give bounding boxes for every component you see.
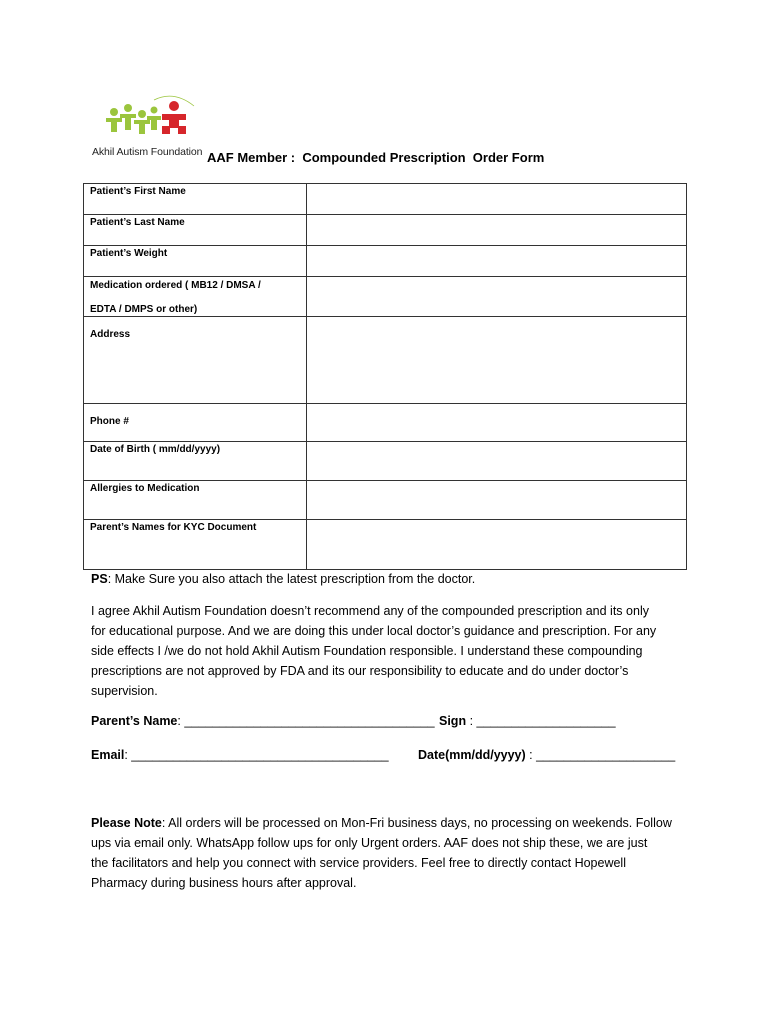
field-label: Patient’s Last Name — [84, 215, 307, 246]
form-title: AAF Member : Compounded Prescription Order Form — [207, 150, 545, 165]
email-label: Email — [91, 748, 125, 762]
address-field[interactable] — [307, 317, 687, 404]
form-row — [84, 442, 687, 481]
form-row — [84, 277, 687, 317]
field-label — [84, 277, 307, 317]
logo-figures-icon — [92, 94, 208, 146]
field-label: Address — [84, 317, 307, 404]
dob-field[interactable] — [307, 442, 687, 481]
parent-names-field[interactable] — [307, 520, 687, 570]
form-row — [84, 246, 687, 277]
note-line: ups via email only. WhatsApp follow ups for only Urgent orders. AAF does not ship these, we are just — [91, 836, 648, 850]
parent-name-label: Parent’s Name — [91, 714, 178, 728]
ps-note — [91, 569, 475, 589]
form-row — [84, 481, 687, 520]
logo-text: Akhil Autism Foundation — [92, 146, 203, 158]
form-row — [84, 520, 687, 570]
medication-field[interactable] — [307, 277, 687, 317]
form-row — [84, 215, 687, 246]
first-name-field[interactable] — [307, 184, 687, 215]
sign-blank: : ____________________ — [466, 714, 616, 728]
sign-line[interactable] — [439, 714, 616, 728]
agreement-line: side effects I /we do not hold Akhil Autism Foundation responsible. I understand these compounding — [91, 644, 643, 658]
foundation-logo — [92, 94, 208, 162]
field-label: Phone # — [84, 404, 307, 442]
phone-field[interactable] — [307, 404, 687, 442]
date-blank: : ____________________ — [525, 748, 676, 762]
email-blank: : _____________________________________ — [124, 748, 389, 762]
field-label: Date of Birth ( mm/dd/yyyy) — [84, 442, 307, 481]
parent-name-line[interactable] — [91, 714, 435, 728]
note-line: Pharmacy during business hours after approval. — [91, 876, 357, 890]
allergies-field[interactable] — [307, 481, 687, 520]
parent-name-blank: : ____________________________________ — [177, 714, 435, 728]
order-form-table — [83, 183, 687, 570]
ps-label: PS — [91, 572, 108, 586]
weight-field[interactable] — [307, 246, 687, 277]
form-row — [84, 184, 687, 215]
agreement-line: prescriptions are not approved by FDA and its our responsibility to educate and do under doctor’s — [91, 664, 629, 678]
agreement-paragraph — [91, 601, 681, 701]
sign-label: Sign — [439, 714, 467, 728]
note-text: : All orders will be processed on Mon-Fri business days, no processing on weekends. Follow — [161, 816, 672, 830]
field-label: Patient’s Weight — [84, 246, 307, 277]
note-line: the facilitators and help you connect with service providers. Feel free to directly contact Hopewell — [91, 856, 626, 870]
field-label: Patient’s First Name — [84, 184, 307, 215]
agreement-line: I agree Akhil Autism Foundation doesn’t recommend any of the compounded prescription and its only — [91, 604, 649, 618]
last-name-field[interactable] — [307, 215, 687, 246]
field-label-line: EDTA / DMPS or other) — [90, 304, 198, 315]
please-note — [91, 813, 691, 893]
agreement-line: supervision. — [91, 684, 158, 698]
form-row — [84, 317, 687, 404]
email-line[interactable] — [91, 748, 389, 762]
date-line[interactable] — [418, 748, 675, 762]
form-row — [84, 404, 687, 442]
ps-text: : Make Sure you also attach the latest prescription from the doctor. — [107, 572, 476, 586]
field-label: Allergies to Medication — [84, 481, 307, 520]
field-label: Parent’s Names for KYC Document — [84, 520, 307, 570]
agreement-line: for educational purpose. And we are doing this under local doctor’s guidance and prescription. For any — [91, 624, 657, 638]
date-label: Date(mm/dd/yyyy) — [418, 748, 526, 762]
field-label-line: Medication ordered ( MB12 / DMSA / — [90, 280, 261, 291]
note-line — [91, 813, 691, 833]
note-label: Please Note — [91, 816, 162, 830]
